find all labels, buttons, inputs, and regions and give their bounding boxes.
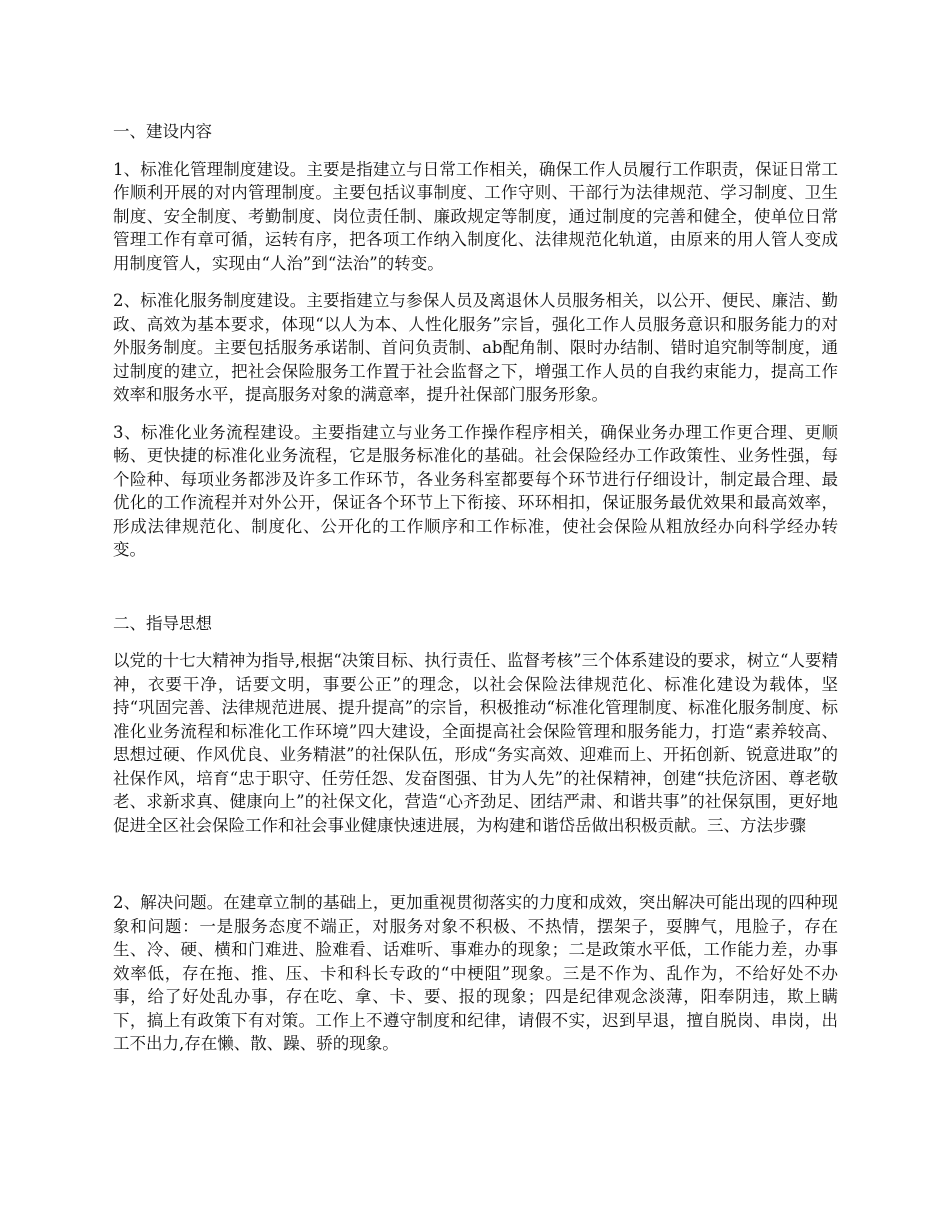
section-spacer xyxy=(113,576,838,612)
paragraph-solve-problems: 2、解决问题。在建章立制的基础上，更加重视贯彻落实的力度和成效，突出解决可能出现的四种现象和问题：一是服务态度不端正，对服务对象不积极、不热情，摆架子，耍脾气，甩脸子，存在生、冷、硬、横和门难进、脸难看、话难听、事难办的现象；二是政策水平低，工作能力差，办事效率低，存在拖、推、压、卡和科长专政的“中梗阻”现象。三是不作为、乱作为，不给好处不办事，给了好处乱办事，存在吃、拿、卡、要、报的现象；四是纪律观念淡薄，阳奉阴违，欺上瞒下，搞上有政策下有对策。工作上不遵守制度和纪律，请假不实，迟到早退，擅自脱岗、串岗，出工不出力,存在懒、散、躁、骄的现象。 xyxy=(113,893,838,1053)
paragraph-service-system: 2、标准化服务制度建设。主要指建立与参保人员及离退休人员服务相关，以公开、便民、廉洁、勤政、高效为基本要求，体现“以人为本、人性化服务”宗旨，强化工作人员服务意识和服务能力的对外服务制度。主要包括服务承诺制、首问负责制、ab配角制、限时办结制、错时追究制等制度，通过制度的建立，把社会保险服务工作置于社会监督之下，增强工作人员的自我约束能力，提高工作效率和服务水平，提高服务对象的满意率，提升社保部门服务形象。 xyxy=(113,291,838,404)
section-heading-guiding-ideology: 二、指导思想 xyxy=(113,613,212,633)
paragraph-business-process: 3、标准化业务流程建设。主要指建立与业务工作操作程序相关，确保业务办理工作更合理、更顺畅、更快捷的标准化业务流程，它是服务标准化的基础。社会保险经办工作政策性、业务性强，每个险种、每项业务都涉及许多工作环节，各业务科室都要每个环节进行仔细设计，制定最合理、最优化的工作流程并对外公开，保证各个环节上下衔接、环环相扣，保证服务最优效果和最高效率，形成法律规范化、制度化、公开化的工作顺序和工作标准，使社会保险从粗放经办向科学经办转变。 xyxy=(113,422,838,559)
paragraph-guiding-ideology: 以党的十七大精神为指导,根据“决策目标、执行责任、监督考核”三个体系建设的要求，树立“人要精神，衣要干净，话要文明，事要公正”的理念，以社会保险法律规范化、标准化建设为载体，坚持“巩固完善、法律规范进展、提升提高”的宗旨，积极推动“标准化管理制度、标准化服务制度、标准化业务流程和标准化工作环境”四大建设，全面提高社会保险管理和服务能力，打造“素养较高、思想过硬、作风优良、业务精湛”的社保队伍，形成“务实高效、迎难而上、开拓创新、锐意进取”的社保作风，培育“忠于职守、任劳任怨、发奋图强、甘为人先”的社保精神，创建“扶危济困、尊老敬老、求新求真、健康向上”的社保文化，营造“心齐劲足、团结严肃、和谐共事”的社保氛围，更好地促进全区社会保险工作和社会事业健康快速进展，为构建和谐岱岳做出积极贡献。三、方法步骤 xyxy=(113,651,838,835)
section-spacer xyxy=(113,851,838,891)
paragraph-management-system: 1、标准化管理制度建设。主要是指建立与日常工作相关，确保工作人员履行工作职责，保证日常工作顺利开展的对内管理制度。主要包括议事制度、工作守则、干部行为法律规范、学习制度、卫生制度、安全制度、考勤制度、岗位责任制、廉政规定等制度，通过制度的完善和健全，使单位日常管理工作有章可循，运转有序，把各项工作纳入制度化、法律规范化轨道，由原来的用人管人变成用制度管人，实现由“人治”到“法治”的转变。 xyxy=(113,159,838,273)
section-heading-construction: 一、建设内容 xyxy=(113,122,212,141)
document-page xyxy=(113,120,838,1070)
